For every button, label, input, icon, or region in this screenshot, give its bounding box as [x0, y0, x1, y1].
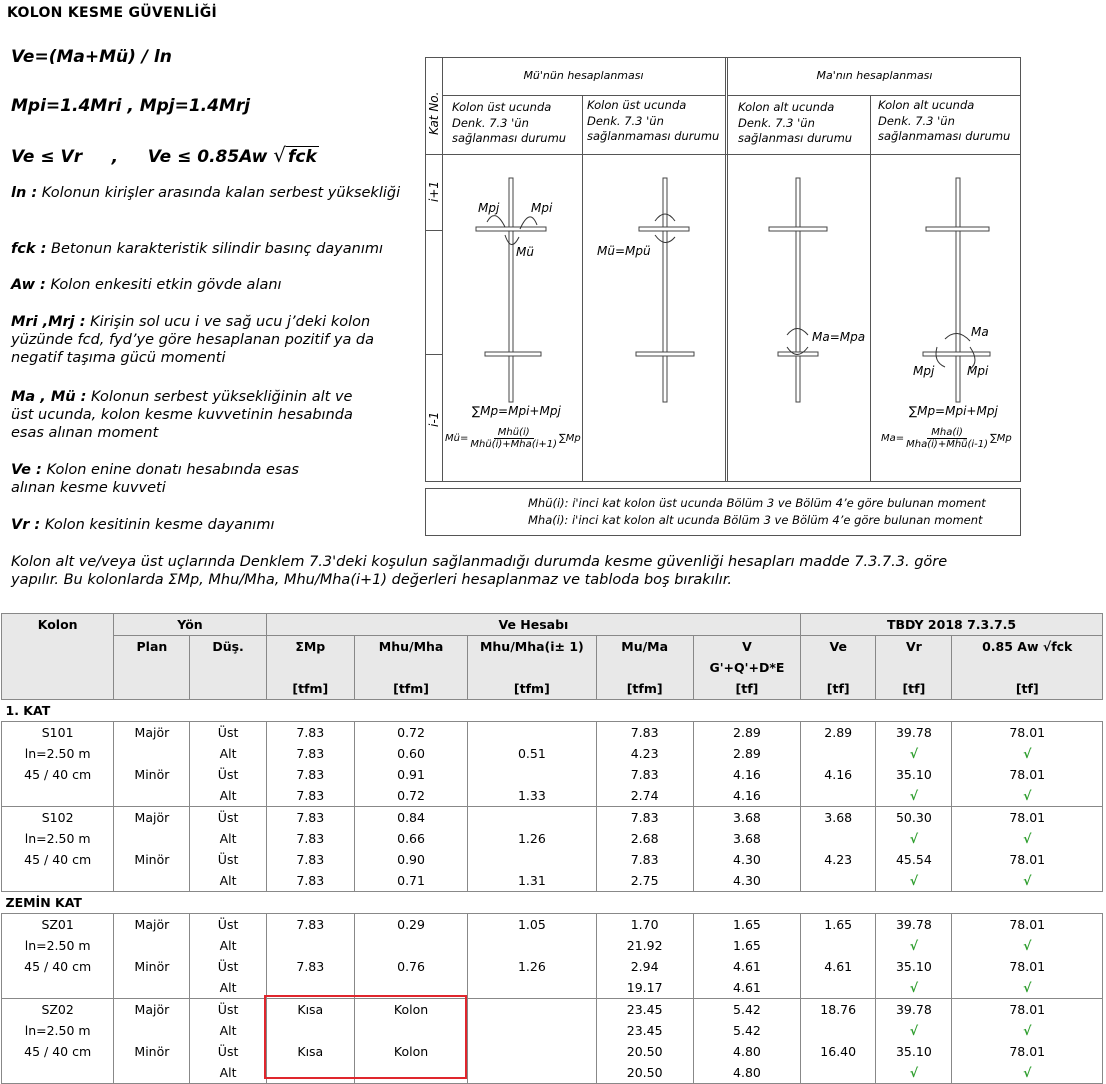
unit: [tfm] [266, 678, 354, 700]
table-cell: 0.60 [354, 743, 467, 764]
table-cell [801, 828, 876, 849]
table-cell: 4.16 [693, 785, 800, 807]
table-cell: Üst [190, 1041, 266, 1062]
table-cell: 7.83 [266, 764, 354, 785]
col-ve-hesabi: Ve Hesabı [266, 614, 800, 636]
table-cell: 2.89 [801, 722, 876, 744]
table-cell: 7.83 [596, 764, 693, 785]
table-cell [468, 722, 596, 744]
table-cell: 0.90 [354, 849, 467, 870]
table-cell: ln=2.50 m [2, 828, 114, 849]
table-cell: √ [876, 743, 952, 764]
case-2: Kolon üst ucunda Denk. 7.3 'ün sağlanmaması durumu [587, 98, 720, 143]
short-column-highlight [264, 995, 467, 1079]
table-cell: 7.83 [266, 807, 354, 829]
table-cell: 35.10 [876, 1041, 952, 1062]
table-cell: 7.83 [596, 849, 693, 870]
table-cell: 5.42 [693, 1020, 800, 1041]
table-cell: 7.83 [266, 785, 354, 807]
table-cell: √ [952, 1062, 1103, 1084]
legend-mha: Mha(i): i'inci kat kolon alt ucunda Bölüm 3 ve Bölüm 4’e göre bulunan moment [528, 513, 983, 527]
table-cell: 4.30 [693, 849, 800, 870]
table-cell: √ [952, 785, 1103, 807]
table-cell: 4.80 [693, 1041, 800, 1062]
unit: [tf] [801, 678, 876, 700]
table-cell: 4.23 [596, 743, 693, 764]
table-cell: Alt [190, 1020, 266, 1041]
table-cell [468, 1020, 596, 1041]
table-cell [354, 935, 467, 956]
label-mpj-2: Mpj [913, 364, 935, 378]
label-mpj: Mpj [478, 201, 500, 215]
col-kolon: Kolon [2, 614, 114, 700]
table-cell: Minör [114, 1041, 190, 1062]
col-v: V [693, 636, 800, 658]
table-cell: 21.92 [596, 935, 693, 956]
table-cell: 1.33 [468, 785, 596, 807]
table-cell: Üst [190, 956, 266, 977]
table-cell: √ [952, 743, 1103, 764]
col-mhumha1: Mhu/Mha(i± 1) [468, 636, 596, 658]
kat-no-label: Kat No. [427, 91, 441, 135]
table-cell: Alt [190, 935, 266, 956]
table-cell: 4.80 [693, 1062, 800, 1084]
table-cell: 7.83 [266, 722, 354, 744]
table-cell: 1.65 [693, 914, 800, 936]
table-cell: 2.75 [596, 870, 693, 892]
table-cell: 0.72 [354, 722, 467, 744]
section-title: 1. KAT [2, 700, 1103, 722]
table-cell: 35.10 [876, 956, 952, 977]
def-vr: Vr : Kolon kesitinin kesme dayanımı [11, 517, 275, 533]
table-cell [114, 1020, 190, 1041]
label-mu-eq: Mü=Mpü [597, 244, 651, 258]
table-row [2, 722, 1103, 744]
col-dus: Düş. [190, 636, 266, 658]
table-cell: SZ01 [2, 914, 114, 936]
table-cell: √ [952, 870, 1103, 892]
table-cell: Kısa [266, 1041, 354, 1062]
col-v-sub: G'+Q'+D*E [693, 657, 800, 678]
def-ma: Ma , Mü : Kolonun serbest yüksekliğinin alt ve üst ucunda, kolon kesme kuvvetinin hesabında esas alınan moment [11, 389, 353, 441]
table-cell [114, 870, 190, 892]
label-ma-eq: Ma=Mpa [812, 330, 866, 344]
table-cell [468, 977, 596, 999]
table-cell: Üst [190, 914, 266, 936]
table-cell: 1.65 [693, 935, 800, 956]
col-tbdy: TBDY 2018 7.3.7.5 [801, 614, 1103, 636]
table-row [2, 870, 1103, 892]
table-cell: 4.30 [693, 870, 800, 892]
table-cell: SZ02 [2, 999, 114, 1021]
row-label-bottom: i-1 [427, 411, 441, 427]
table-cell [2, 977, 114, 999]
table-cell: 39.78 [876, 914, 952, 936]
table-cell: 78.01 [952, 999, 1103, 1021]
table-cell: 45 / 40 cm [2, 849, 114, 870]
table-cell: S102 [2, 807, 114, 829]
table-cell: 35.10 [876, 764, 952, 785]
table-cell [801, 785, 876, 807]
table-cell: Üst [190, 849, 266, 870]
col-vr: Vr [876, 636, 952, 658]
formula-mp: Mpi=1.4Mri , Mpj=1.4Mrj [11, 96, 251, 116]
table-cell: 1.65 [801, 914, 876, 936]
def-ln: ln : Kolonun kirişler arasında kalan serbest yüksekliği [11, 185, 401, 201]
table-row [2, 999, 1103, 1021]
table-cell: 0.51 [468, 743, 596, 764]
table-cell [801, 870, 876, 892]
table-cell: 1.26 [468, 828, 596, 849]
table-cell: 4.61 [693, 977, 800, 999]
header-mu: Mü'nün hesaplanması [523, 69, 644, 82]
col-ve: Ve [801, 636, 876, 658]
legend-mhu: Mhü(i): i'inci kat kolon üst ucunda Bölüm 3 ve Bölüm 4’e göre bulunan moment [528, 496, 986, 510]
table-cell: 2.89 [693, 722, 800, 744]
table-cell: 0.84 [354, 807, 467, 829]
table-row [2, 828, 1103, 849]
sqrt-icon: √ [273, 143, 286, 167]
table-cell: 4.16 [801, 764, 876, 785]
table-cell: 7.83 [266, 849, 354, 870]
table-cell: √ [876, 1062, 952, 1084]
table-row [2, 1062, 1103, 1084]
col-mhumha: Mhu/Mha [354, 636, 467, 658]
table-body [2, 700, 1103, 1084]
table-cell: 50.30 [876, 807, 952, 829]
table-cell: 2.89 [693, 743, 800, 764]
col-yon: Yön [114, 614, 266, 636]
sum-mp-2: ∑Mp=Mpi+Mpj [909, 404, 998, 418]
moment-diagram [425, 57, 1021, 482]
table-cell: 20.50 [596, 1041, 693, 1062]
table-cell: ln=2.50 m [2, 935, 114, 956]
table-cell: 1.70 [596, 914, 693, 936]
case-1: Kolon üst ucunda Denk. 7.3 'ün sağlanması durumu [452, 100, 567, 145]
table-cell: 2.68 [596, 828, 693, 849]
table-cell: 3.68 [801, 807, 876, 829]
table-cell: 19.17 [596, 977, 693, 999]
table-cell [801, 935, 876, 956]
table-cell: Üst [190, 722, 266, 744]
def-aw: Aw : Kolon enkesiti etkin gövde alanı [11, 277, 282, 293]
table-cell: 4.61 [801, 956, 876, 977]
table-cell: 45 / 40 cm [2, 1041, 114, 1062]
diagram-legend [425, 488, 1021, 536]
table-row [2, 935, 1103, 956]
ma-fraction: Ma= Mha(i) Mha(i)+Mhü(i-1) ∑Mp [881, 427, 1012, 450]
table-cell [114, 1062, 190, 1084]
table-cell: 0.72 [354, 785, 467, 807]
table-cell: Kolon [354, 1041, 467, 1062]
table-row [2, 1041, 1103, 1062]
def-fck: fck : Betonun karakteristik silindir basınç dayanımı [11, 241, 384, 257]
table-cell: 16.40 [801, 1041, 876, 1062]
table-cell: Minör [114, 849, 190, 870]
table-cell [801, 977, 876, 999]
table-cell: Alt [190, 977, 266, 999]
table-cell: Alt [190, 743, 266, 764]
table-cell: 23.45 [596, 1020, 693, 1041]
table-cell: 7.83 [266, 956, 354, 977]
table-cell: √ [952, 935, 1103, 956]
case-4: Kolon alt ucunda Denk. 7.3 'ün sağlanmaması durumu [878, 98, 1011, 143]
table-cell: √ [876, 828, 952, 849]
table-cell: 0.29 [354, 914, 467, 936]
table-cell: Kolon [354, 999, 467, 1021]
table-cell: 1.31 [468, 870, 596, 892]
shear-safety-table [1, 613, 1103, 1084]
table-row [2, 1020, 1103, 1041]
unit: [tfm] [354, 678, 467, 700]
table-cell: 7.83 [266, 914, 354, 936]
table-cell [468, 807, 596, 829]
frame-sketches [425, 57, 1021, 482]
table-cell: √ [876, 977, 952, 999]
table-cell: Majör [114, 999, 190, 1021]
table-cell [114, 977, 190, 999]
table-cell: Üst [190, 764, 266, 785]
table-cell: 20.50 [596, 1062, 693, 1084]
table-cell: 78.01 [952, 764, 1103, 785]
table-row [2, 785, 1103, 807]
table-cell: 2.94 [596, 956, 693, 977]
table-row [2, 849, 1103, 870]
def-ve: Ve : Kolon enine donatı hesabında esas alınan kesme kuvveti [11, 462, 299, 496]
table-cell: 7.83 [266, 870, 354, 892]
table-cell: 4.23 [801, 849, 876, 870]
table-cell: 78.01 [952, 722, 1103, 744]
table-cell: 0.76 [354, 956, 467, 977]
section-title: ZEMİN KAT [2, 892, 1103, 914]
table-cell: 78.01 [952, 1041, 1103, 1062]
table-cell [2, 870, 114, 892]
table-cell [468, 849, 596, 870]
table-cell: √ [876, 935, 952, 956]
section-row [2, 700, 1103, 722]
table-cell [468, 1062, 596, 1084]
table-cell [266, 935, 354, 956]
table-cell: 5.42 [693, 999, 800, 1021]
col-plan: Plan [114, 636, 190, 658]
col-085aw: 0.85 Aw √fck [952, 636, 1103, 658]
table-cell: 18.76 [801, 999, 876, 1021]
table-cell: Minör [114, 764, 190, 785]
table-cell [801, 1062, 876, 1084]
label-mpi-2: Mpi [967, 364, 989, 378]
table-cell: 7.83 [596, 722, 693, 744]
table-cell [801, 743, 876, 764]
unit: [tf] [693, 678, 800, 700]
table-cell: 23.45 [596, 999, 693, 1021]
case-3: Kolon alt ucunda Denk. 7.3 'ün sağlanması durumu [738, 100, 853, 145]
table-cell: 39.78 [876, 722, 952, 744]
table-cell: √ [876, 870, 952, 892]
table-cell [2, 1062, 114, 1084]
label-ma: Ma [971, 325, 989, 339]
explanatory-note: Kolon alt ve/veya üst uçlarında Denklem 7.3'deki koşulun sağlanmadığı durumda kesme güvenliği hesapları madde 7.3.7.3. göre yapılır. Bu kolonlarda ΣMp, Mhu/Mha, Mhu/Mha(i+1) değerleri hesaplanmaz ve tabloda boş bırakılır. [11, 554, 948, 588]
table-cell [114, 935, 190, 956]
label-mpi: Mpi [531, 201, 553, 215]
table-cell: √ [876, 785, 952, 807]
formula-ve-limits: Ve ≤ Vr , Ve ≤ 0.85Aw √ fck [11, 143, 317, 167]
table-cell: Alt [190, 1062, 266, 1084]
table-cell: 2.74 [596, 785, 693, 807]
table-cell: Majör [114, 914, 190, 936]
table-cell: ln=2.50 m [2, 1020, 114, 1041]
table-row [2, 956, 1103, 977]
table-row [2, 743, 1103, 764]
table-cell: √ [952, 828, 1103, 849]
header-ma: Ma'nın hesaplanması [816, 69, 933, 82]
table-cell: 45 / 40 cm [2, 764, 114, 785]
table-row [2, 914, 1103, 936]
table-cell: 4.61 [693, 956, 800, 977]
table-cell: √ [952, 977, 1103, 999]
table-cell: 78.01 [952, 956, 1103, 977]
table-cell: Alt [190, 785, 266, 807]
table-cell: 1.05 [468, 914, 596, 936]
table-cell [468, 935, 596, 956]
table-cell: Alt [190, 828, 266, 849]
table-cell: Majör [114, 807, 190, 829]
table-cell: Kısa [266, 999, 354, 1021]
table-cell: √ [952, 1020, 1103, 1041]
table-cell: Alt [190, 870, 266, 892]
table-cell: Üst [190, 807, 266, 829]
table-cell [468, 764, 596, 785]
row-label-top: i+1 [427, 180, 441, 202]
page-title: KOLON KESME GÜVENLİĞİ [7, 5, 218, 21]
table-cell: 78.01 [952, 849, 1103, 870]
table-cell: 3.68 [693, 807, 800, 829]
table-cell: 78.01 [952, 914, 1103, 936]
unit: [tf] [876, 678, 952, 700]
sum-mp-1: ∑Mp=Mpi+Mpj [472, 404, 561, 418]
formula-ve: Ve=(Ma+Mü) / ln [11, 47, 172, 67]
table-cell [2, 785, 114, 807]
table-cell [801, 1020, 876, 1041]
table-cell: √ [876, 1020, 952, 1041]
table-row [2, 764, 1103, 785]
table-cell: 7.83 [596, 807, 693, 829]
table-cell: Majör [114, 722, 190, 744]
mu-fraction: Mü= Mhü(i) Mhü(i)+Mha(i+1) ∑Mp [445, 427, 581, 450]
def-mr: Mri ,Mrj : Kirişin sol ucu i ve sağ ucu j’deki kolon yüzünde fcd, fyd’ye göre hesaplanan pozitif ya da negatif taşıma gücü momenti [11, 314, 375, 366]
section-row [2, 892, 1103, 914]
table-cell [468, 1041, 596, 1062]
table-row [2, 807, 1103, 829]
table-cell: 7.83 [266, 828, 354, 849]
unit: [tfm] [468, 678, 596, 700]
table-cell [114, 743, 190, 764]
col-smp: ΣMp [266, 636, 354, 658]
table-cell: 1.26 [468, 956, 596, 977]
table-cell [114, 828, 190, 849]
table-cell [468, 999, 596, 1021]
col-muma: Mu/Ma [596, 636, 693, 658]
table-cell: Minör [114, 956, 190, 977]
label-mu: Mü [516, 245, 534, 259]
unit: [tfm] [596, 678, 693, 700]
table-cell: S101 [2, 722, 114, 744]
table-cell: 0.71 [354, 870, 467, 892]
table-cell: 0.66 [354, 828, 467, 849]
table-cell: 45 / 40 cm [2, 956, 114, 977]
table-row [2, 977, 1103, 999]
table-cell [114, 785, 190, 807]
table-cell: ln=2.50 m [2, 743, 114, 764]
table-cell: 39.78 [876, 999, 952, 1021]
table-cell: 4.16 [693, 764, 800, 785]
table-cell: 78.01 [952, 807, 1103, 829]
table-cell: Üst [190, 999, 266, 1021]
table-cell: 0.91 [354, 764, 467, 785]
table-cell: 7.83 [266, 743, 354, 764]
table-cell: 3.68 [693, 828, 800, 849]
table-cell: 45.54 [876, 849, 952, 870]
unit: [tf] [952, 678, 1103, 700]
